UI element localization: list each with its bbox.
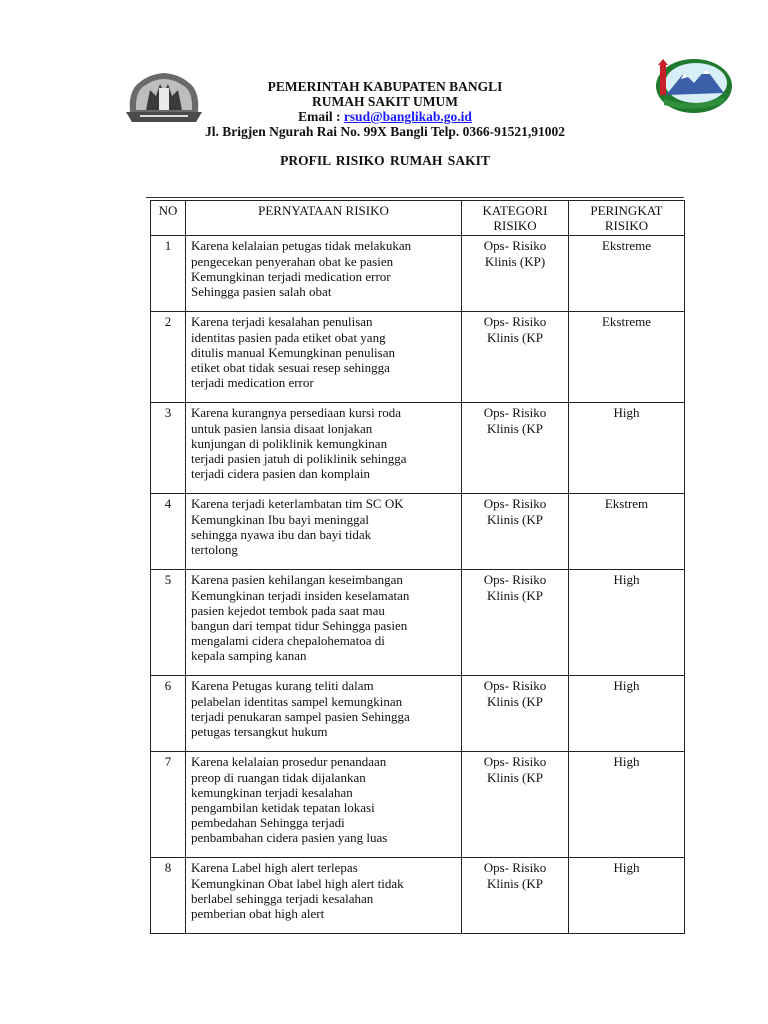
row-number: 6 <box>151 676 186 752</box>
row-number: 7 <box>151 752 186 858</box>
risk-category <box>462 752 569 858</box>
risk-statement-line: preop di ruangan tidak dijalankan <box>191 769 366 785</box>
table-row <box>151 494 685 570</box>
risk-statement-line: Kemungkinan terjadi medication error <box>191 268 391 284</box>
risk-rank: Ekstrem <box>569 494 685 570</box>
risk-category <box>462 312 569 403</box>
letterhead <box>150 79 620 124</box>
risk-statement-line: Karena pasien kehilangan keseimbangan <box>191 572 403 588</box>
row-number: 8 <box>151 858 186 934</box>
row-number: 5 <box>151 570 186 676</box>
risk-statement-line: terjadi penukaran sampel pasien Sehingga <box>191 708 410 724</box>
risk-statement-line: Sehingga pasien salah obat <box>191 284 332 300</box>
address-line: Jl. Brigjen Ngurah Rai No. 99X Bangli Telp. 0366-91521,91002 <box>204 124 566 139</box>
risk-rank: Ekstreme <box>569 312 685 403</box>
header-statement: PERNYATAAN RISIKO <box>186 201 462 236</box>
risk-category-line: Klinis (KP <box>487 511 543 527</box>
table-row <box>151 858 685 934</box>
risk-statement-line: penbambahan cidera pasien yang luas <box>191 830 388 846</box>
risk-statement-line: tertolong <box>191 542 238 558</box>
risk-statement-line: Kemungkinan Obat label high alert tidak <box>191 875 404 891</box>
risk-statement-line: pelabelan identitas sampel kemungkinan <box>191 693 403 709</box>
risk-statement <box>186 676 462 752</box>
risk-statement-line: kunjungan di poliklinik kemungkinan <box>191 435 388 451</box>
email-link[interactable]: rsud@banglikab.go.id <box>343 109 472 124</box>
government-name: PEMERINTAH KABUPATEN BANGLI <box>267 79 503 94</box>
risk-statement <box>186 494 462 570</box>
header-rank <box>569 201 685 236</box>
risk-category-line: Klinis (KP <box>487 329 543 345</box>
table-body <box>151 236 685 934</box>
risk-statement-line: Karena Petugas kurang teliti dalam <box>191 678 374 694</box>
risk-statement-line: mengalami cidera chepalohematoa di <box>191 633 385 649</box>
risk-category-line: Ops- Risiko <box>483 238 547 254</box>
risk-statement-line: etiket obat tidak sesuai resep sehingga <box>191 360 390 376</box>
risk-category-line: Ops- Risiko <box>483 678 547 694</box>
risk-statement <box>186 752 462 858</box>
row-number: 3 <box>151 403 186 494</box>
risk-statement-line: terjadi medication error <box>191 375 314 391</box>
risk-category-line: Klinis (KP <box>487 769 543 785</box>
risk-statement-line: identitas pasien pada etiket obat yang <box>191 329 386 345</box>
risk-statement <box>186 403 462 494</box>
risk-category-line: Klinis (KP <box>487 587 543 603</box>
risk-statement <box>186 570 462 676</box>
risk-category-line: Ops- Risiko <box>483 314 547 330</box>
risk-statement-line: terjadi pasien jatuh di poliklinik sehingga <box>191 451 407 467</box>
risk-category <box>462 236 569 312</box>
table-row <box>151 312 685 403</box>
row-number: 2 <box>151 312 186 403</box>
hospital-mountain-logo-icon <box>654 57 734 114</box>
risk-category-line: Ops- Risiko <box>483 496 547 512</box>
table-row <box>151 676 685 752</box>
risk-statement-line: berlabel sehingga terjadi kesalahan <box>191 890 374 906</box>
risk-category-line: Klinis (KP) <box>484 253 546 269</box>
risk-category-line: Klinis (KP <box>487 875 543 891</box>
risk-statement-line: Karena terjadi kesalahan penulisan <box>191 314 373 330</box>
hospital-name: RUMAH SAKIT UMUM <box>312 94 458 109</box>
email-label: Email : <box>298 109 344 124</box>
table-row <box>151 236 685 312</box>
risk-statement-line: Karena kurangnya persediaan kursi roda <box>191 405 402 421</box>
header-no: NO <box>151 201 186 236</box>
risk-category <box>462 676 569 752</box>
risk-category-line: Klinis (KP <box>487 693 543 709</box>
risk-statement-line: bangun dari tempat tidur Sehingga pasien <box>191 618 408 634</box>
risk-category <box>462 494 569 570</box>
risk-statement-line: sehingga nyawa ibu dan bayi tidak <box>191 526 372 542</box>
risk-statement <box>186 236 462 312</box>
risk-statement-line: ditulis manual Kemungkinan penulisan <box>191 344 395 360</box>
risk-statement-line: pasien kejedot tembok pada saat mau <box>191 602 385 618</box>
risk-statement-line: kepala samping kanan <box>191 648 307 664</box>
risk-statement-line: Kemungkinan Ibu bayi meninggal <box>191 511 369 527</box>
table-header-row <box>151 201 685 236</box>
table-row <box>151 403 685 494</box>
risk-category-line: Ops- Risiko <box>483 405 547 421</box>
risk-statement-line: pemberian obat high alert <box>191 906 325 922</box>
risk-statement-line: kemungkinan terjadi kesalahan <box>191 784 353 800</box>
risk-rank: High <box>569 752 685 858</box>
document-title: PROFIL RISIKO RUMAH SAKIT <box>280 153 490 168</box>
risk-statement-line: petugas tersangkut hukum <box>191 724 328 740</box>
risk-statement-line: Karena kelalaian prosedur penandaan <box>191 754 387 770</box>
risk-category-line: Ops- Risiko <box>483 754 547 770</box>
risk-statement-line: terjadi cidera pasien dan komplain <box>191 466 371 482</box>
risk-statement-line: Karena Label high alert terlepas <box>191 860 358 876</box>
risk-rank: High <box>569 676 685 752</box>
risk-rank: High <box>569 403 685 494</box>
risk-statement-line: Karena kelalaian petugas tidak melakukan <box>191 238 412 254</box>
row-number: 4 <box>151 494 186 570</box>
header-rank-line: RISIKO <box>604 218 649 234</box>
risk-statement-line: pengecekan penyerahan obat ke pasien <box>191 253 394 269</box>
risk-statement <box>186 858 462 934</box>
risk-rank: High <box>569 570 685 676</box>
header-rank-line: PERINGKAT <box>590 203 663 218</box>
risk-category-line: Ops- Risiko <box>483 860 547 876</box>
row-number: 1 <box>151 236 186 312</box>
risk-statement <box>186 312 462 403</box>
header-category-line: KATEGORI <box>482 203 548 218</box>
header-divider <box>146 197 684 198</box>
risk-category <box>462 570 569 676</box>
risk-category-line: Ops- Risiko <box>483 572 547 588</box>
risk-statement-line: pembedahan Sehingga terjadi <box>191 815 345 831</box>
risk-rank: High <box>569 858 685 934</box>
risk-statement-line: untuk pasien lansia disaat lonjakan <box>191 420 373 436</box>
header-category <box>462 201 569 236</box>
risk-statement-line: Karena terjadi keterlambatan tim SC OK <box>191 496 404 512</box>
risk-profile-table <box>150 200 685 934</box>
email-line <box>150 109 620 124</box>
risk-statement-line: pengambilan ketidak tepatan lokasi <box>191 800 375 816</box>
table-row <box>151 752 685 858</box>
risk-rank: Ekstreme <box>569 236 685 312</box>
risk-category <box>462 858 569 934</box>
risk-statement-line: Kemungkinan terjadi insiden keselamatan <box>191 587 410 603</box>
header-category-line: RISIKO <box>493 218 537 234</box>
risk-category-line: Klinis (KP <box>487 420 543 436</box>
risk-category <box>462 403 569 494</box>
table-row <box>151 570 685 676</box>
